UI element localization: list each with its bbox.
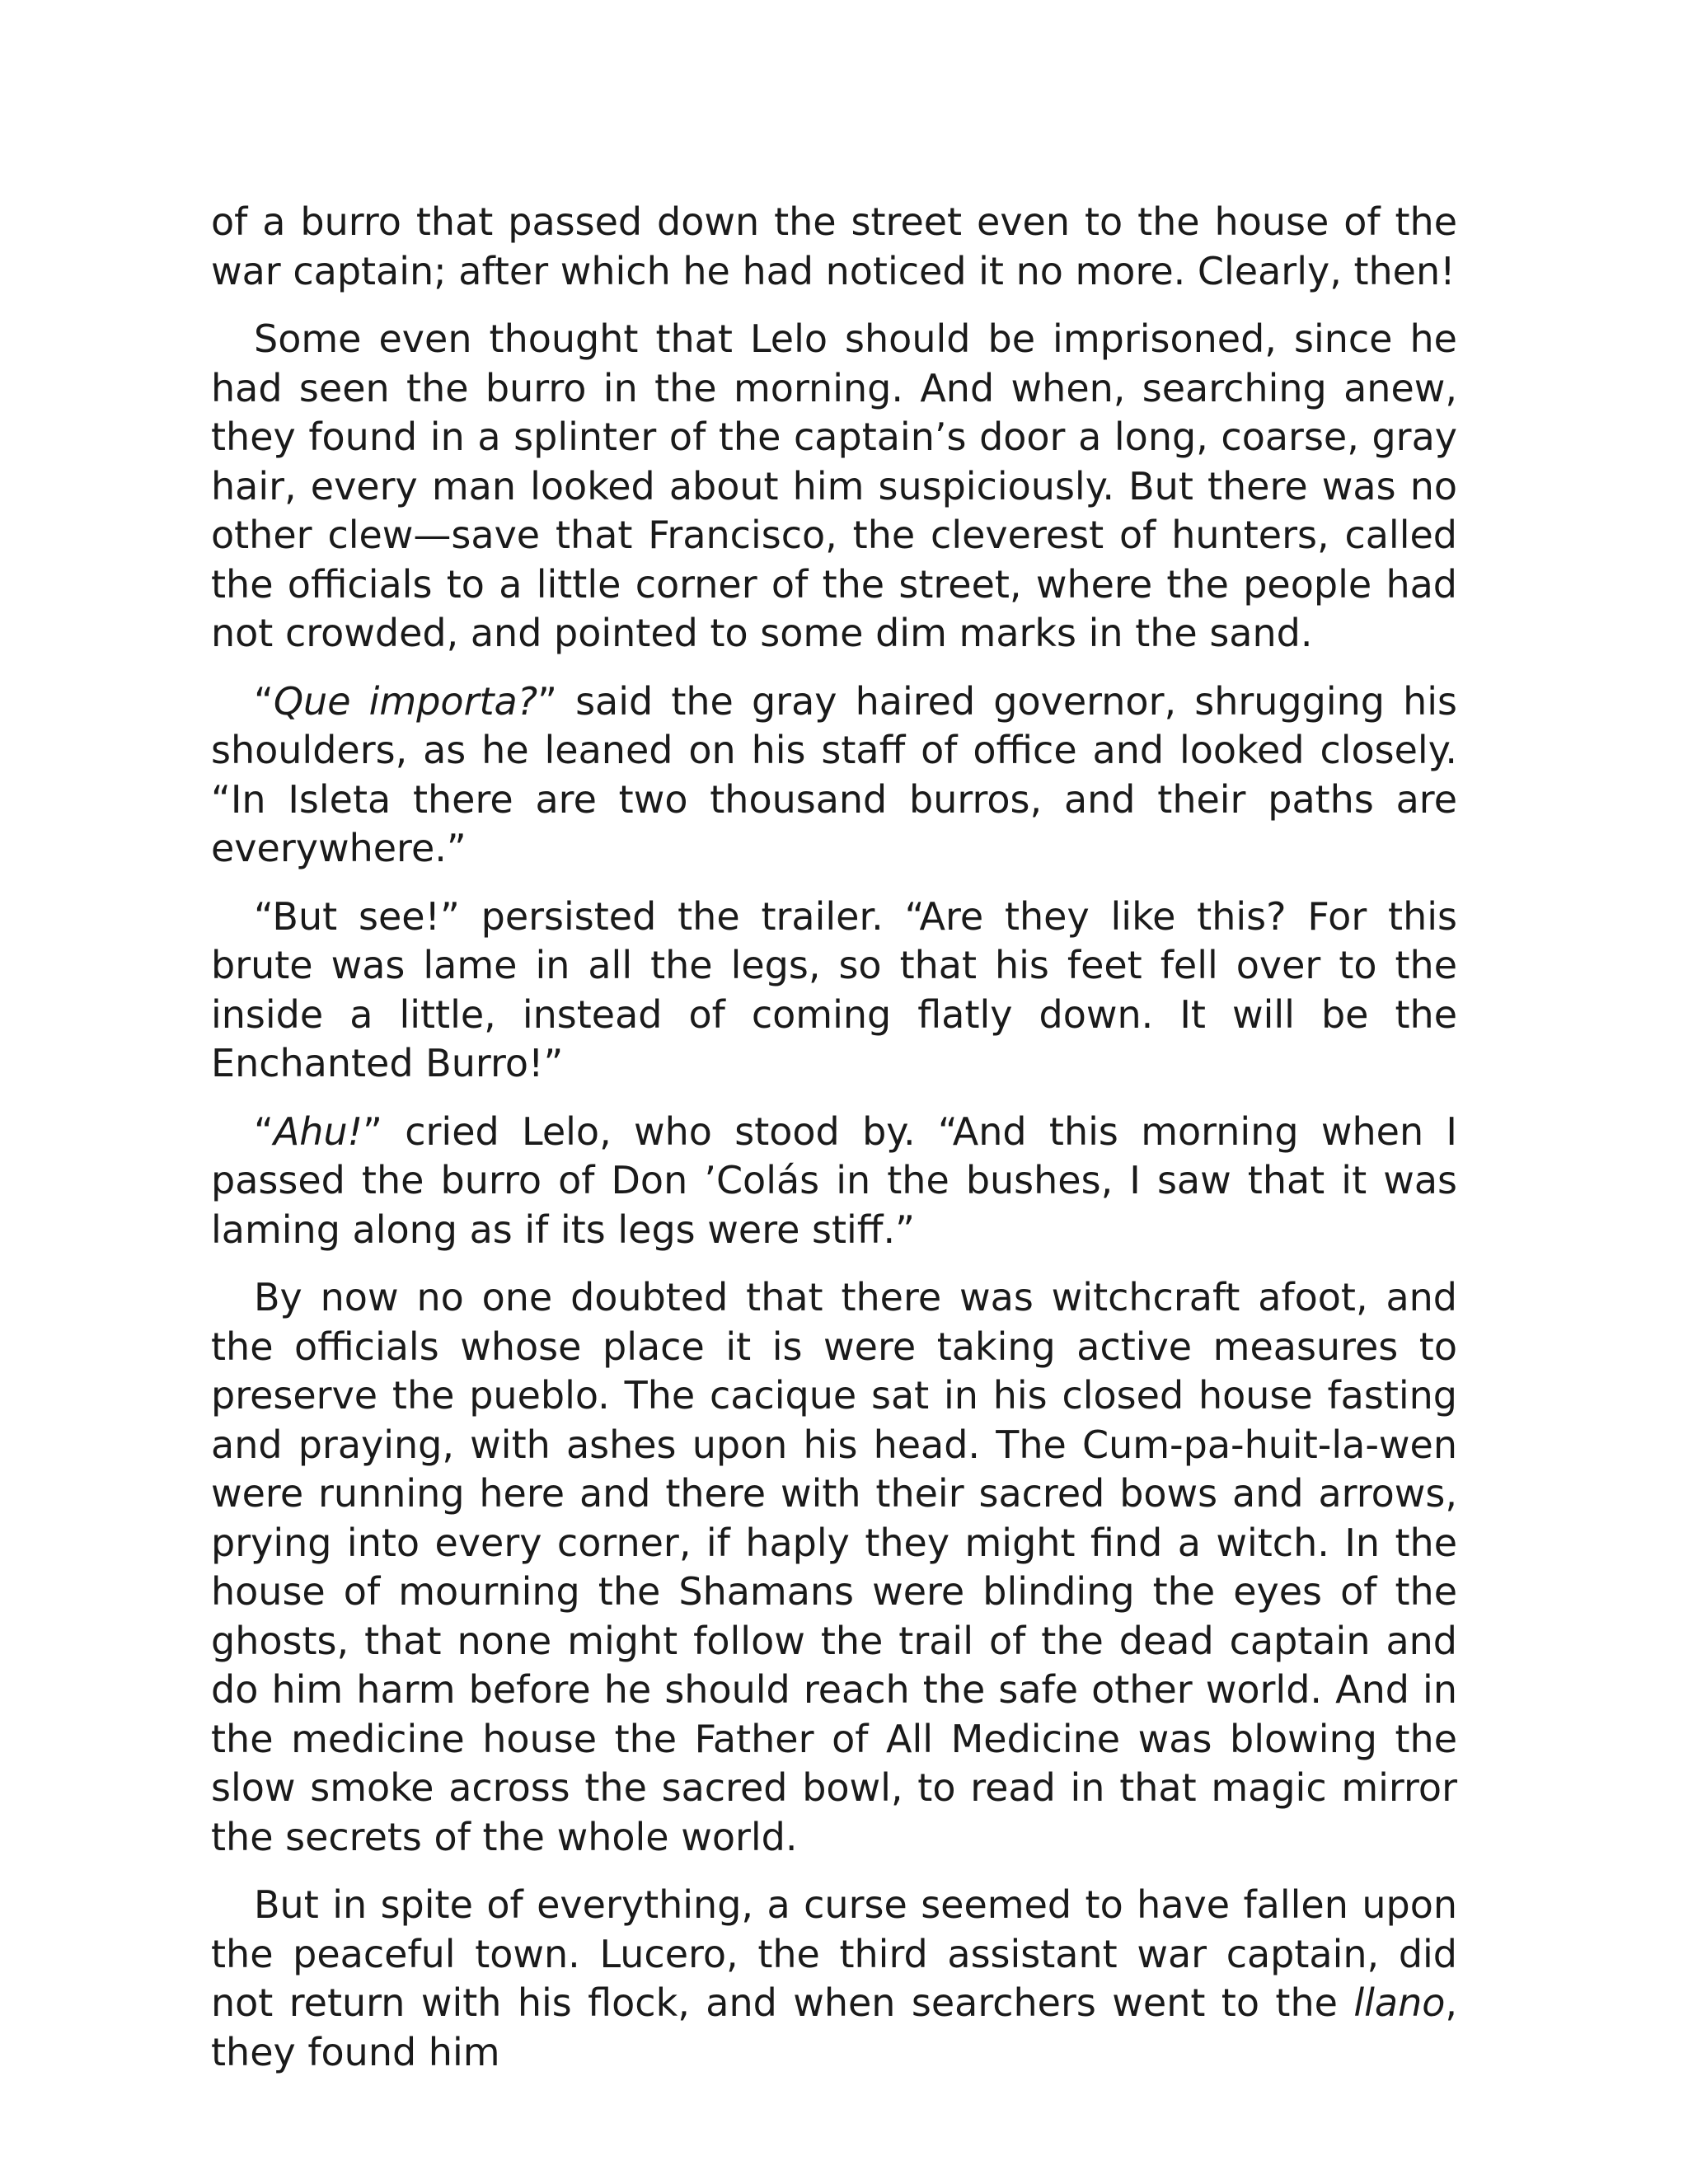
- paragraph-text: ” said the gray haired governor, shrugging his shoulders, as he leaned on his staff of office and looked closely. “In Isleta there are two thousand burros, and their paths are everywhere.”: [211, 678, 1457, 870]
- italic-phrase: Ahu!: [273, 1108, 363, 1154]
- paragraph-text: ” cried Lelo, who stood by. “And this morning when I passed the burro of Don ’Colás in the bushes, I saw that it was laming along as if its legs were stiff.”: [211, 1108, 1457, 1252]
- paragraph-text: By now no one doubted that there was witchcraft afoot, and the officials whose place it is were taking active measures to preserve the pueblo. The cacique sat in his closed house fasting and praying, with ashes upon his head. The Cum-pa-huit-la-wen were running here and there with their sacred bows and arrows, prying into every corner, if haply they might find a witch. In the house of mourning the Shamans were blinding the eyes of the ghosts, that none might follow the trail of the dead captain and do him harm before he should reach the safe other world. And in the medicine house the Father of All Medicine was blowing the slow smoke across the sacred bowl, to read in that magic mirror the secrets of the whole world.: [211, 1275, 1457, 1859]
- italic-phrase: Que importa?: [273, 678, 538, 724]
- paragraph-4: [211, 893, 1457, 1089]
- paragraph-text: “But see!” persisted the trailer. “Are they like this? For this brute was lame in all the legs, so that his feet fell over to the inside a little, instead of coming flatly down. It will be the Enchanted Burro!”: [211, 893, 1457, 1085]
- paragraph-2: [211, 315, 1457, 658]
- paragraph-text: Some even thought that Lelo should be imprisoned, since he had seen the burro in the morning. And when, searching anew, they found in a splinter of the captain’s door a long, coarse, gray hair, every man looked about him suspiciously. But there was no other clew—save that Francisco, the cleverest of hunters, called the officials to a little corner of the street, where the people had not crowded, and pointed to some dim marks in the sand.: [211, 316, 1457, 655]
- paragraph-7: [211, 1881, 1457, 2077]
- paragraph-text: of a burro that passed down the street even to the house of the war captain; after which he had noticed it no more. Clearly, then!: [211, 199, 1457, 293]
- paragraph-3: [211, 677, 1457, 874]
- italic-word: llano: [1353, 1980, 1446, 2025]
- open-quote: “: [254, 678, 274, 724]
- open-quote: “: [254, 1108, 274, 1154]
- paragraph-1: [211, 198, 1457, 296]
- paragraph-6: [211, 1273, 1457, 1862]
- paragraph-5: [211, 1108, 1457, 1255]
- paragraph-text: But in spite of everything, a curse seemed to have fallen upon the peaceful town. Lucero, the third assistant war captain, did not return with his flock, and when searchers went to the: [211, 1882, 1457, 2025]
- document-page: [211, 198, 1457, 2077]
- paragraph-text: , they found him: [211, 1980, 1457, 2074]
